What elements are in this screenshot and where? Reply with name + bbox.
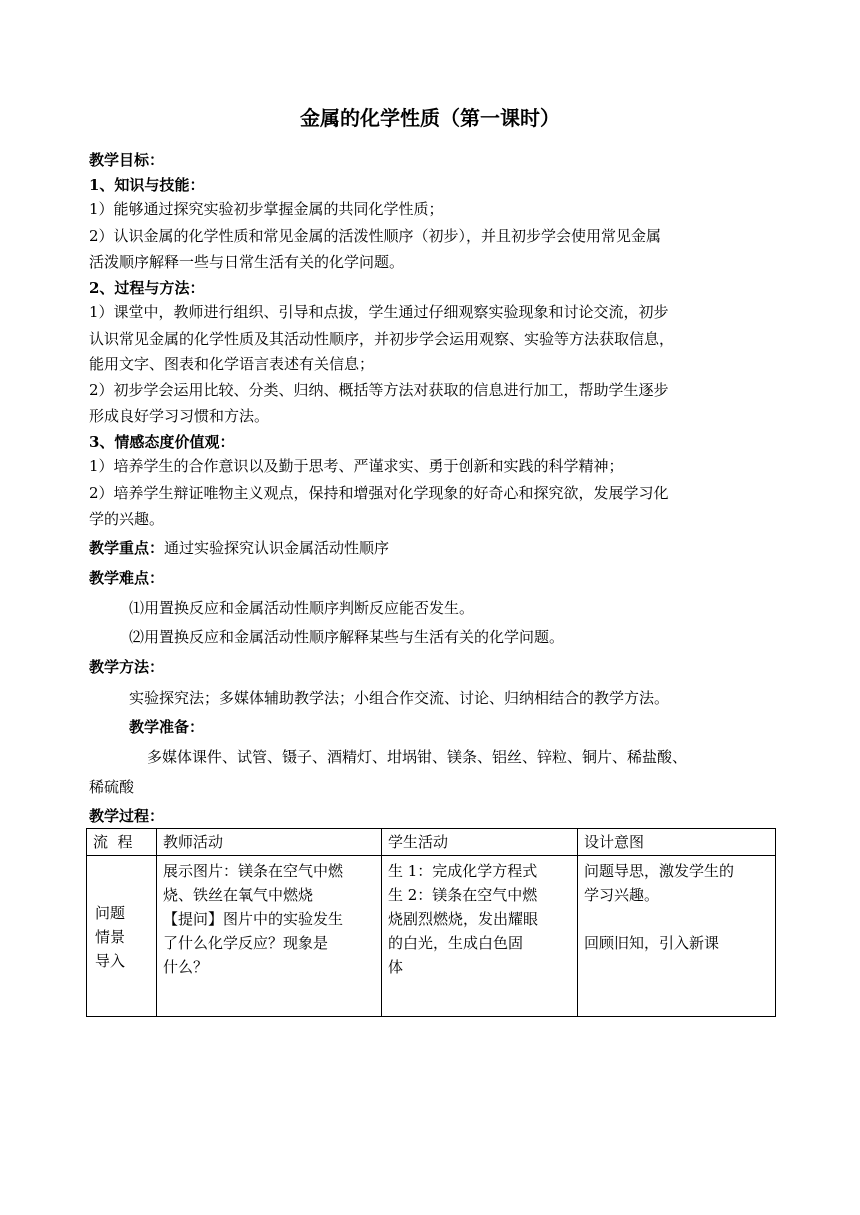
student-line: 的白光，生成白色固 [388, 934, 524, 952]
intent-cell [578, 856, 776, 1017]
stage-line: 导入 [95, 952, 126, 970]
process-line-1: 1）课堂中，教师进行组织、引导和点拔，学生通过仔细观察实验现象和讨论交流，初步 [89, 303, 669, 321]
student-line: 生 2：镁条在空气中燃 [388, 886, 538, 904]
process-line-2: 认识常见金属的化学性质及其活动性顺序，并初步学会运用观察、实验等方法获取信息， [89, 330, 675, 348]
knowledge-line-1: 1）能够通过探究实验初步掌握金属的共同化学性质； [89, 200, 444, 218]
difficulty-heading: 教学难点： [89, 569, 165, 587]
knowledge-heading: 1、知识与技能： [89, 176, 205, 194]
process-line-4: 2）初步学会运用比较、分类、归纳、概括等方法对获取的信息进行加工，帮助学生逐步 [89, 381, 669, 399]
teacher-line: 烧、铁丝在氧气中燃烧 [163, 886, 314, 904]
teacher-line: 【提问】图片中的实验发生 [163, 910, 344, 928]
intent-line: 问题导思，激发学生的 [584, 862, 735, 880]
stage-cell [87, 856, 157, 1017]
preparation-heading: 教学准备： [129, 718, 205, 736]
header-student: 学生活动 [382, 829, 578, 856]
intent-spacer [584, 907, 769, 931]
key-point [89, 537, 779, 559]
intent-line: 学习兴趣。 [584, 886, 660, 904]
process-line-3: 能用文字、图表和化学语言表述有关信息； [89, 355, 375, 373]
emotion-line-1: 1）培养学生的合作意识以及勤于思考、严谨求实、勇于创新和实践的科学精神； [89, 457, 624, 475]
table-row [87, 856, 776, 1017]
intent-line: 回顾旧知，引入新课 [584, 934, 720, 952]
header-teacher: 教师活动 [157, 829, 382, 856]
preparation-line-2: 稀硫酸 [89, 778, 135, 796]
stage-line: 问题 [95, 904, 126, 922]
knowledge-line-2: 2）认识金属的化学性质和常见金属的活泼性顺序（初步），并且初步学会使用常见金属 [89, 227, 662, 245]
student-line: 体 [388, 958, 404, 976]
teacher-line: 什么？ [163, 958, 209, 976]
knowledge-line-3: 活泼顺序解释一些与日常生活有关的化学问题。 [89, 253, 405, 271]
difficulty-line-2: ⑵用置换反应和金属活动性顺序解释某些与生活有关的化学问题。 [129, 628, 565, 646]
emotion-heading: 3、情感态度价值观： [89, 433, 235, 451]
student-line: 烧剧烈燃烧，发出耀眼 [388, 910, 539, 928]
objectives-heading: 教学目标： [89, 151, 165, 169]
preparation-line-1: 多媒体课件、试管、镊子、酒精灯、坩埚钳、镁条、铝丝、锌粒、铜片、稀盐酸、 [147, 748, 688, 766]
difficulty-line-1: ⑴用置换反应和金属活动性顺序判断反应能否发生。 [129, 599, 475, 617]
procedure-table [86, 828, 776, 1017]
method-text: 实验探究法；多媒体辅助教学法；小组合作交流、讨论、归纳相结合的教学方法。 [129, 689, 670, 707]
header-intent: 设计意图 [578, 829, 776, 856]
stage-line: 情景 [95, 928, 126, 946]
procedure-heading: 教学过程： [89, 807, 165, 825]
process-line-5: 形成良好学习习惯和方法。 [89, 407, 270, 425]
emotion-line-3: 学的兴趣。 [89, 510, 165, 528]
key-point-text: 通过实验探究认识金属活动性顺序 [164, 539, 390, 557]
document-title: 金属的化学性质（第一课时） [300, 106, 560, 130]
process-heading: 2、过程与方法： [89, 279, 205, 297]
emotion-line-2: 2）培养学生辩证唯物主义观点，保持和增强对化学现象的好奇心和探究欲，发展学习化 [89, 484, 669, 502]
header-stage: 流 程 [87, 829, 157, 856]
key-point-label: 教学重点： [89, 539, 165, 557]
teacher-line: 展示图片：镁条在空气中燃 [163, 862, 344, 880]
table-header-row [87, 829, 776, 856]
teacher-cell [157, 856, 382, 1017]
method-heading: 教学方法： [89, 658, 165, 676]
student-cell [382, 856, 578, 1017]
student-line: 生 1：完成化学方程式 [388, 862, 538, 880]
teacher-line: 了什么化学反应？现象是 [163, 934, 329, 952]
